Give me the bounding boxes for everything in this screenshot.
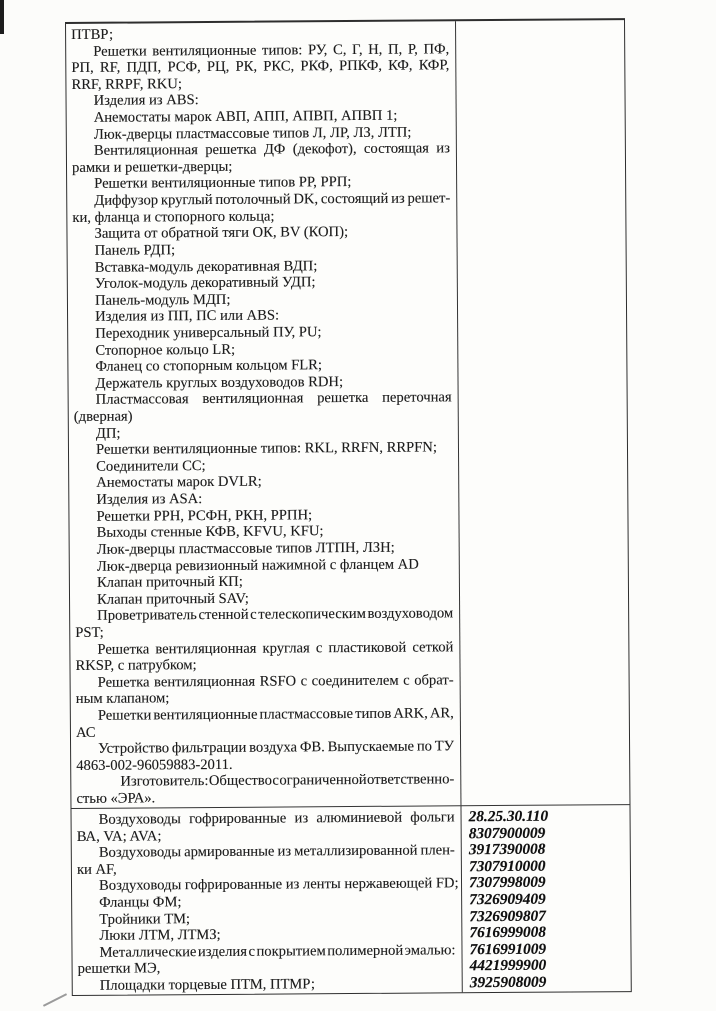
text-line: Изделия из ПП, ПС или ABS: (95, 307, 280, 326)
word: ПДП, (126, 59, 162, 76)
word: ФВ. (299, 739, 325, 756)
text-line (72, 141, 450, 160)
word: DK, (293, 191, 319, 208)
text-line (75, 606, 453, 625)
word: сеткой (412, 638, 454, 656)
product-codes-table (65, 18, 632, 996)
word: обрат- (414, 672, 454, 689)
word: алюминиевой (316, 809, 403, 827)
text-line: Люки ЛТМ, ЛТМЗ; (99, 927, 221, 945)
word: фольги (410, 809, 455, 826)
word: из (294, 810, 309, 827)
text-line: ПТВР; (71, 26, 114, 43)
word: Решетка (97, 640, 150, 658)
tnved-code: 7326909409 (469, 890, 546, 909)
text-line: ки AF, (76, 861, 117, 878)
word: воздуховодом (367, 605, 454, 623)
tnved-code: 7307910000 (468, 857, 546, 876)
text-line: Переходник универсальный ПУ, PU; (95, 324, 322, 342)
text-line: Люк-дверцы пластмассовые типов ЛТПН, ЛЗН; (96, 539, 395, 558)
text-line: АС (75, 724, 96, 741)
text-line: Изделия из ABS: (93, 92, 199, 110)
text-line: RKSP, с патрубком; (75, 657, 197, 675)
word: Воздуховоды (98, 811, 181, 828)
text-line (72, 190, 450, 209)
text-line: (дверная) (73, 408, 133, 425)
text-line: ВА, VA; AVA; (76, 827, 162, 845)
word: Решетки (97, 707, 152, 724)
word: эмалью: (404, 942, 456, 959)
word: типов: (261, 41, 303, 59)
tnved-code: 3925908009 (469, 973, 547, 992)
text-line: Держатель круглых воздуховодов RDH; (95, 373, 344, 392)
word: покрытием (256, 943, 326, 960)
word: ответственно- (366, 771, 455, 789)
text-line: Анемостаты марок АВП, АПП, АПВП, АПВП 1; (93, 107, 398, 126)
scan-edge-artifact (0, 0, 4, 34)
word: ДФ (263, 141, 286, 158)
text-line: Защита от обратной тяги ОК, BV (КОП); (94, 224, 349, 243)
word: с (250, 607, 257, 624)
word: ограниченной (279, 772, 367, 789)
text-line: Изделия из ASA: (96, 491, 203, 508)
text-line (77, 809, 455, 828)
text-line: Панель РДП; (94, 242, 176, 259)
word: вентиляционная (153, 673, 256, 691)
word: воздуха (249, 739, 298, 756)
text-line: рамки и решетки-дверцы; (71, 158, 233, 176)
tnved-code: 28.25.30.110 (468, 807, 549, 826)
word: ПФ, (423, 40, 450, 58)
word: состоящая (363, 140, 429, 158)
word: ТУ (434, 738, 455, 755)
word: вентиляционные (153, 706, 258, 724)
word: с (403, 672, 410, 689)
word: вентиляционная (202, 390, 304, 408)
word: Воздуховоды (98, 844, 182, 862)
tnved-code: 3917390008 (468, 840, 546, 859)
word: Р, (407, 41, 418, 58)
word: RF, (99, 59, 121, 76)
word: плен- (420, 842, 455, 859)
word: РУ, (307, 41, 328, 58)
word: Металлические (99, 943, 197, 961)
text-line (74, 390, 452, 409)
text-line: PST; (75, 624, 104, 641)
tnved-code: 4421999900 (469, 957, 547, 975)
word: пластмассовые (259, 705, 354, 723)
word: с (248, 943, 255, 960)
text-line: Решетки вентиляционные типов РР, РРП; (94, 174, 352, 193)
word: изделия (197, 943, 247, 960)
word: решет- (407, 190, 451, 207)
word: РК, (235, 58, 257, 76)
word: с (300, 673, 308, 690)
word: стенной (198, 607, 249, 624)
text-line (77, 843, 455, 862)
text-line: Клапан приточный SAV; (96, 590, 249, 608)
word: РКС, (263, 58, 295, 75)
text-line (76, 772, 454, 791)
codes-cell-row2 (460, 804, 630, 992)
products-cell-row2 (71, 805, 461, 995)
word: металлизированной (294, 842, 418, 860)
text-line: Люк-дверцы пластмассовые типов Л, ЛР, ЛЗ, ЛТП; (93, 124, 412, 143)
word: из (436, 140, 450, 157)
word: RSFO (259, 673, 297, 690)
word: РЦ, (206, 59, 230, 76)
word: ARK, (393, 705, 428, 722)
products-cell-row1 (66, 21, 460, 808)
word: армированные (184, 843, 275, 861)
word: Н, (368, 41, 383, 58)
text-line: Выходы стенные КФВ, KFVU, KFU; (96, 523, 324, 542)
word: гофрированные (188, 810, 287, 828)
text-line (76, 672, 454, 691)
word: телескопическим (258, 606, 366, 623)
text-line: RRF, RRPF, RKU; (71, 76, 182, 93)
tnved-code: 7616999008 (469, 923, 546, 942)
word: по (416, 738, 432, 755)
word: круглая (262, 639, 310, 657)
word: переточная (382, 389, 452, 407)
text-line: ным клапаном; (75, 690, 170, 708)
word: Общество (208, 772, 272, 790)
word: Устройство (98, 740, 170, 757)
text-line: Тройники ТМ; (99, 910, 191, 928)
text-line: Панель-модуль МДП; (94, 291, 231, 309)
codes-cell-row1 (455, 20, 629, 805)
text-line: Уголок-модуль декоративный УДП; (94, 274, 316, 292)
word: с (272, 772, 279, 789)
text-line (76, 739, 454, 758)
text-line: стью «ЭРА». (76, 790, 156, 807)
word: фильтрации (171, 739, 247, 757)
text-line: 4863-002-96059883-2011. (76, 756, 233, 774)
text-line: Решетки РРН, РСФН, РКН, РРПН; (96, 506, 313, 525)
text-line: Клапан приточный КП; (96, 573, 243, 591)
word: решетка (317, 390, 369, 407)
scan-corner-artifact (43, 993, 67, 1007)
text-line: Решетки вентиляционные типов: RKL, RRFN, RRPFN; (95, 439, 437, 459)
word: Пластмассовая (95, 391, 189, 409)
text-line: Фланец со стопорным кольцом FLR; (95, 357, 322, 375)
word: РП, (71, 60, 94, 77)
word: С, (332, 41, 347, 58)
text-line: Соединители СС; (96, 457, 206, 475)
text-line: Люк-дверца ревизионный нажимной с фланцем AD (96, 556, 419, 575)
word: Вентиляционная (93, 142, 198, 160)
word: (декофот), (292, 141, 357, 158)
text-line: Анемостаты марок DVLR; (96, 474, 262, 492)
word: типов (355, 705, 392, 722)
word: полимерной (327, 942, 404, 960)
text-line (75, 639, 453, 658)
text-line: Стопорное кольцо LR; (95, 341, 236, 359)
word: Решетка (97, 674, 150, 691)
word: состоящий (320, 190, 389, 208)
word: КФР, (418, 57, 450, 74)
word: из (390, 190, 405, 207)
text-line (71, 58, 449, 77)
text-line: Фланцы ФМ; (99, 894, 182, 911)
text-line: ДП; (95, 425, 121, 442)
text-line: ки, фланца и стопорного кольца; (72, 208, 275, 226)
word: Изготовитель: (120, 773, 209, 791)
word: КФ, (388, 57, 413, 74)
text-line: Площадки торцевые ПТМ, ПТМР; (99, 976, 315, 994)
tnved-code: 7616991009 (469, 940, 547, 959)
word: из (277, 843, 292, 860)
word: Решетки (93, 43, 147, 60)
tnved-code: 7326909807 (469, 907, 546, 925)
word: РКФ, (300, 58, 333, 75)
word: Выпускаемые (327, 738, 415, 756)
text-line (76, 705, 454, 724)
word: потолочный (215, 191, 291, 209)
word: вентиляционные (152, 42, 257, 60)
word: AR, (429, 705, 454, 722)
word: соединителем (311, 672, 399, 690)
text-line: Вставка-модуль декоративная ВДП; (94, 257, 318, 276)
word: РПКФ, (338, 58, 382, 75)
tnved-code: 8307900009 (468, 824, 546, 842)
word: пластиковой (328, 639, 407, 656)
word: П, (387, 41, 403, 58)
word: вентиляционная (155, 640, 257, 657)
text-line: Воздуховоды гофрированные из ленты нержавеющей FD; (98, 875, 459, 895)
word: Диффузор (94, 192, 159, 209)
word: с (315, 639, 323, 656)
word: РСФ, (167, 59, 201, 76)
word: круглый (160, 192, 213, 209)
text-line: решетки МЭ, (77, 960, 161, 978)
word: Г, (351, 41, 363, 58)
word: Проветриватель (97, 607, 197, 625)
text-line (77, 942, 455, 961)
word: решетка (205, 141, 257, 159)
tnved-code: 7307998009 (468, 874, 546, 892)
